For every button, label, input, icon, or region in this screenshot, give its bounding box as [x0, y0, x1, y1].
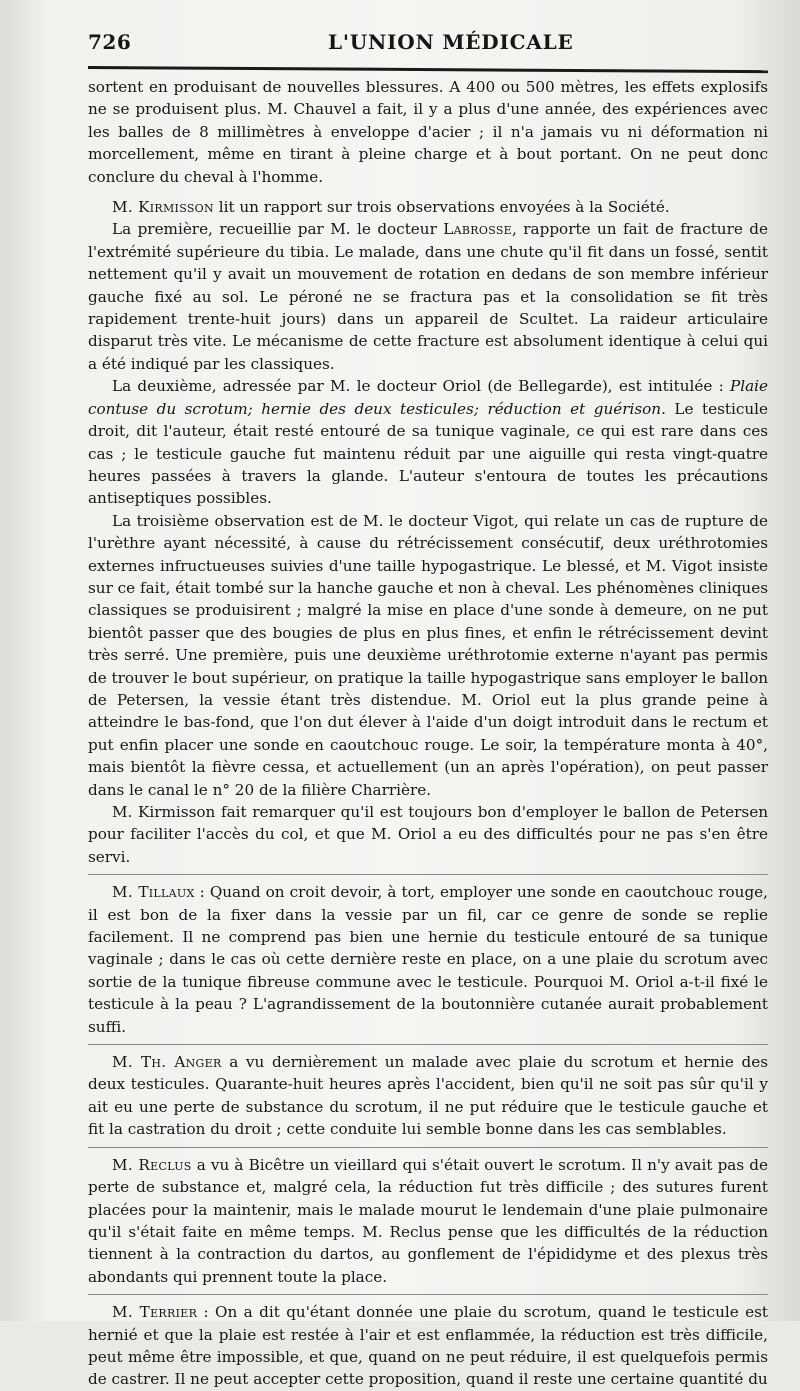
paragraph-text: , rapporte un fait de fracture de l'extrémité supérieure du tibia. Le malade, dans une chute qu'il fit dans un fossé, sentit nettement qu'il y avait un mouvement de rotation en dedans de son membre inférieur gauche fixé au sol. Le péroné ne se fractura pas et la consolidation se fit très rapidement trente-huit jours) dans un appareil de Scultet. La raideur articulaire disparut très vite. Le mécanisme de cette fracture est absolument identique à celui qui a été indiqué par les classiques.	[88, 220, 768, 373]
paragraph-tillaux	[88, 881, 768, 1038]
paragraph-third-observation: La troisième observation est de M. le docteur Vigot, qui relate un cas de rupture de l'urèthre ayant nécessité, à cause du rétrécissement consécutif, deux uréthrotomies externes infructueuses suivies d'une taille hypogastrique. Le blessé, et M. Vigot insiste sur ce fait, était tombé sur la hanche gauche et non à cheval. Les phénomènes cliniques classiques se produisirent ; malgré la mise en place d'une sonde à demeure, on ne put bientôt passer que des bougies de plus en plus fines, et enfin le rétrécissement devint très serré. Une première, puis une deuxième uréthrotomie externe n'ayant pas permis de trouver le bout supérieur, on pratique la taille hypogastrique sans employer le ballon de Petersen, la vessie étant très distendue. M. Oriol eut la plus grande peine à atteindre le bas-fond, que l'on dut élever à l'aide d'un doigt introduit dans le rectum et put enfin placer une sonde en caoutchouc rouge. Le soir, la température monta à 40°, mais bientôt la fièvre cessa, et actuellement (un an après l'opération), on peut passer dans le canal le n° 20 de la filière Charrière.	[88, 511, 768, 799]
speaker-name: M. Terrier	[112, 1303, 198, 1322]
speaker-name: M. Reclus	[112, 1155, 192, 1174]
paragraph-text: lit un rapport sur trois observations envoyées à la Société.	[213, 198, 670, 217]
separator	[88, 1147, 768, 1148]
page-header	[88, 26, 768, 60]
paragraph-text: : On a dit qu'étant donnée une plaie du scrotum, quand le testicule est hernié et que la plaie est restée à l'air et est enflammée, la réduction est très difficile, peut même être impossible, et que, quand on ne peut réduire, il est quelquefois permis de castrer. Il ne peut accepter cette proposition, quand il reste une certaine quantité du	[88, 1303, 768, 1389]
speaker-name: M. Th. Anger	[112, 1053, 222, 1072]
article-body	[88, 76, 768, 1391]
running-title: L'UNION MÉDICALE	[328, 30, 574, 54]
speaker-name: M. Tillaux	[112, 883, 195, 902]
paragraph-text: a vu dernièrement un malade avec plaie du scrotum et hernie des deux testicules. Quarante-huit heures après l'accident, bien qu'il ne soit pas sûr qu'il y ait eu une perte de substance du scrotum, il ne put réduire que le testicule gauche et fit la castration du droit ; cette conduite lui semble bonne dans les cas semblables.	[88, 1053, 768, 1139]
paragraph-text: La deuxième, adressée par M. le docteur Oriol (de Bellegarde), est intitulée :	[112, 377, 731, 396]
paragraph-reclus	[88, 1154, 768, 1288]
paragraph-kirmisson-remark: M. Kirmisson fait remarquer qu'il est toujours bon d'employer le ballon de Petersen pour faciliter l'accès du col, et que M. Oriol a eu des difficultés pour ne pas s'en être servi.	[88, 803, 768, 866]
author-name: Labrosse	[443, 220, 513, 239]
paragraph-text: a vu à Bicêtre un vieillard qui s'était ouvert le scrotum. Il n'y avait pas de perte de substance et, malgré cela, la réduction fut très difficile ; des sutures furent placées pour la maintenir, mais le malade mourut le lendemain d'une plaie pulmonaire qu'il s'était faite en même temps. M. Reclus pense que les difficultés de la réduction tiennent à la contraction du dartos, au gonflement de l'épididyme et des plexus très abondants qui prennent toute la place.	[88, 1155, 769, 1286]
speaker-name: M. Kirmisson	[112, 198, 214, 217]
paragraph-first-observation	[88, 218, 768, 375]
paragraph-anger	[88, 1051, 768, 1141]
paragraph-kirmisson-report	[88, 196, 768, 218]
paragraph-continuation: sortent en produisant de nouvelles blessures. A 400 ou 500 mètres, les effets explosifs ne se produisent plus. M. Chauvel a fait, il y a plus d'une année, des expériences avec les balles de 8 millimètres à enveloppe d'acier ; il n'a jamais vu ni déformation ni morcellement, même en tirant à pleine charge et à bout portant. On ne peut donc conclure du cheval à l'homme.	[88, 78, 768, 186]
separator	[88, 1294, 768, 1295]
header-rule	[88, 66, 768, 73]
paragraph-text: : Quand on croit devoir, à tort, employer une sonde en caoutchouc rouge, il est bon de la fixer dans la vessie par un fil, car ce genre de sonde se replie facilement. Il ne comprend pas bien une hernie du testicule entouré de sa tunique vaginale ; dans le cas où cette dernière reste en place, on a une plaie du scrotum avec sortie de la tunique fibreuse commune avec le testicule. Pourquoi M. Oriol a-t-il fixé le testicule à la peau ? L'agrandissement de la boutonnière cutanée aurait probablement suffi.	[88, 883, 768, 1036]
paragraph-text: La première, recueillie par M. le docteur	[112, 220, 444, 239]
observation-title: Plaie contuse du scrotum; hernie des deux testicules; réduction et guérison	[88, 377, 768, 418]
paragraph-second-observation	[88, 375, 768, 509]
paragraph-text: . Le testicule droit, dit l'auteur, était resté entouré de sa tunique vaginale, ce qui est rare dans ces cas ; le testicule gauche fut maintenu réduit par une aiguille qui resta vingt-quatre heures passées à travers la glande. L'auteur s'entoura de toutes les précautions antiseptiques possibles.	[88, 399, 768, 508]
paragraph-terrier	[88, 1301, 768, 1391]
separator	[88, 874, 768, 875]
page-number: 726	[88, 30, 132, 54]
separator	[88, 1044, 768, 1045]
